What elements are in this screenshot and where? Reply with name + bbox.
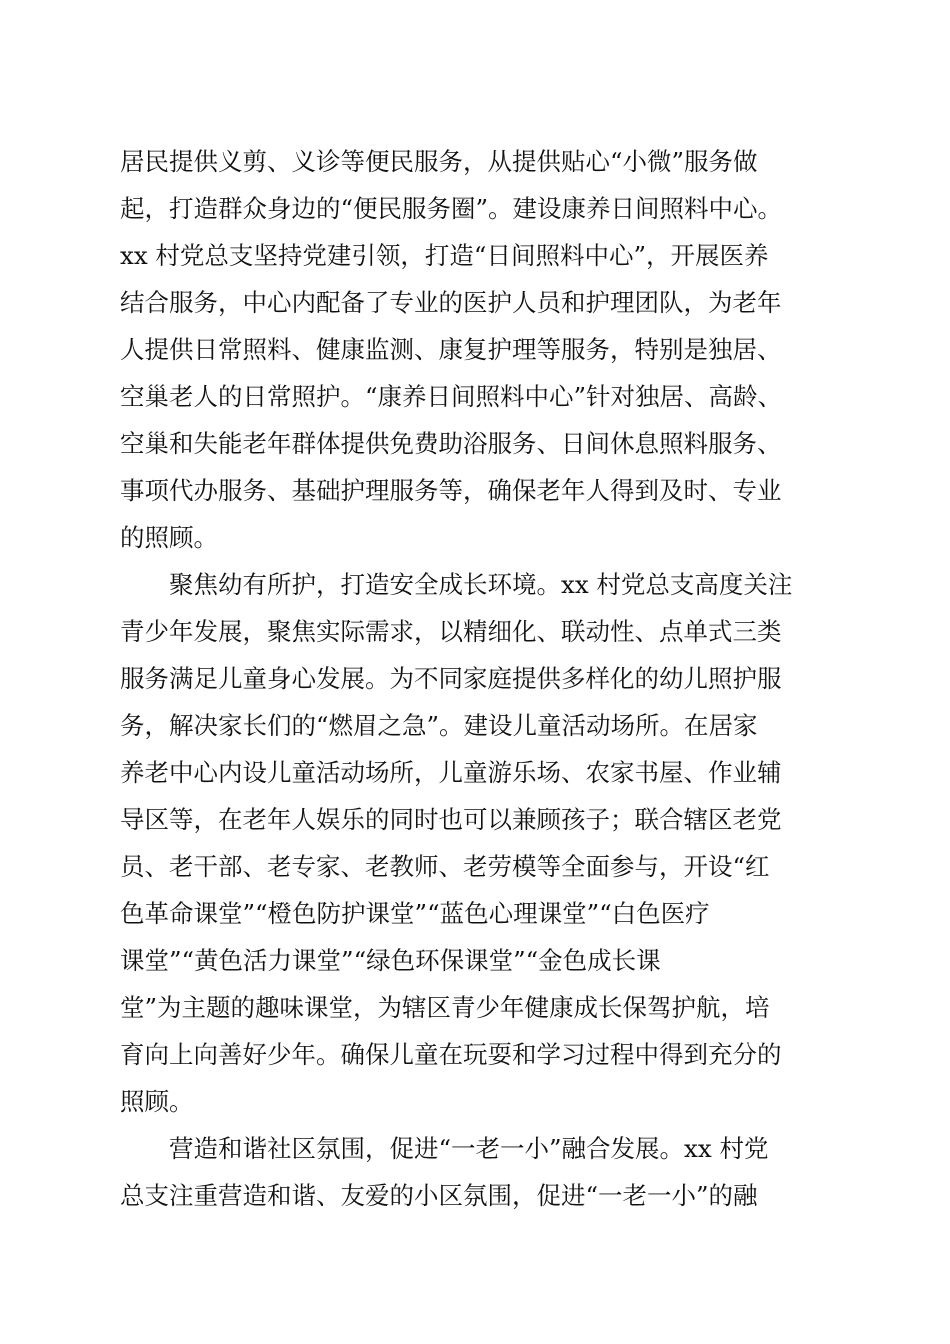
- text-line: [0, 1035, 950, 1075]
- text-segment: 照顾。: [120, 1087, 194, 1116]
- text-segment: 课堂”“黄色活力课堂”“绿色环保课堂”“金色成长课: [120, 946, 661, 975]
- text-segment: 结合服务，中心内配备了专业的医护人员和护理团队，为老年: [120, 288, 782, 317]
- text-line: [0, 1176, 950, 1216]
- text-segment: 员、老干部、老专家、老教师、老劳模等全面参与，开设“红: [120, 852, 770, 881]
- text-line: [0, 565, 950, 605]
- text-segment: 育向上向善好少年。确保儿童在玩耍和学习过程中得到充分的: [120, 1040, 782, 1069]
- text-line: [0, 612, 950, 652]
- text-line: [0, 659, 950, 699]
- text-line: [0, 988, 950, 1028]
- text-line: [0, 142, 950, 182]
- text-segment: 堂”为主题的趣味课堂，为辖区青少年健康成长保驾护航，培: [120, 993, 770, 1022]
- text-segment: 养老中心内设儿童活动场所，儿童游乐场、农家书屋、作业辅: [120, 758, 782, 787]
- text-line: [0, 706, 950, 746]
- text-line: [0, 377, 950, 417]
- text-segment: 服务满足儿童身心发展。为不同家庭提供多样化的幼儿照护服: [120, 664, 782, 693]
- text-line: [0, 941, 950, 981]
- text-line: [0, 753, 950, 793]
- text-segment: 事项代办服务、基础护理服务等，确保老年人得到及时、专业: [120, 476, 782, 505]
- text-line: [0, 847, 950, 887]
- text-segment: xx 村党总支坚持党建引领，打造“日间照料中心”，开展医养: [120, 241, 769, 270]
- text-segment: 居民提供义剪、义诊等便民服务，从提供贴心“小微”服务做: [120, 147, 758, 176]
- text-line: [0, 518, 950, 558]
- text-segment: 色革命课堂”“橙色防护课堂”“蓝色心理课堂”“白色医疗: [120, 899, 710, 928]
- text-segment: 起，打造群众身边的“便民服务圈”。建设康养日间照料中心。: [120, 194, 783, 223]
- text-segment: 务，解决家长们的“燃眉之急”。建设儿童活动场所。在居家: [120, 711, 758, 740]
- text-segment: 总支注重营造和谐、友爱的小区氛围，促进“一老一小”的融: [120, 1181, 758, 1210]
- text-segment: 空巢老人的日常照护。“康养日间照料中心”针对独居、高龄、: [120, 382, 783, 411]
- text-line: [0, 894, 950, 934]
- text-line: [0, 330, 950, 370]
- text-segment: 聚焦幼有所护，打造安全成长环境。xx 村党总支高度关注: [169, 570, 793, 599]
- text-segment: 的照顾。: [120, 523, 218, 552]
- text-segment: 空巢和失能老年群体提供免费助浴服务、日间休息照料服务、: [120, 429, 782, 458]
- text-line: [0, 236, 950, 276]
- text-segment: 营造和谐社区氛围，促进“一老一小”融合发展。xx 村党: [169, 1134, 769, 1163]
- text-line: [0, 1082, 950, 1122]
- text-line: [0, 800, 950, 840]
- text-line: [0, 424, 950, 464]
- text-line: [0, 189, 950, 229]
- text-line: [0, 1129, 950, 1169]
- text-segment: 青少年发展，聚焦实际需求，以精细化、联动性、点单式三类: [120, 617, 782, 646]
- text-line: [0, 283, 950, 323]
- text-segment: 导区等，在老年人娱乐的同时也可以兼顾孩子；联合辖区老党: [120, 805, 782, 834]
- text-segment: 人提供日常照料、健康监测、康复护理等服务，特别是独居、: [120, 335, 782, 364]
- text-line: [0, 471, 950, 511]
